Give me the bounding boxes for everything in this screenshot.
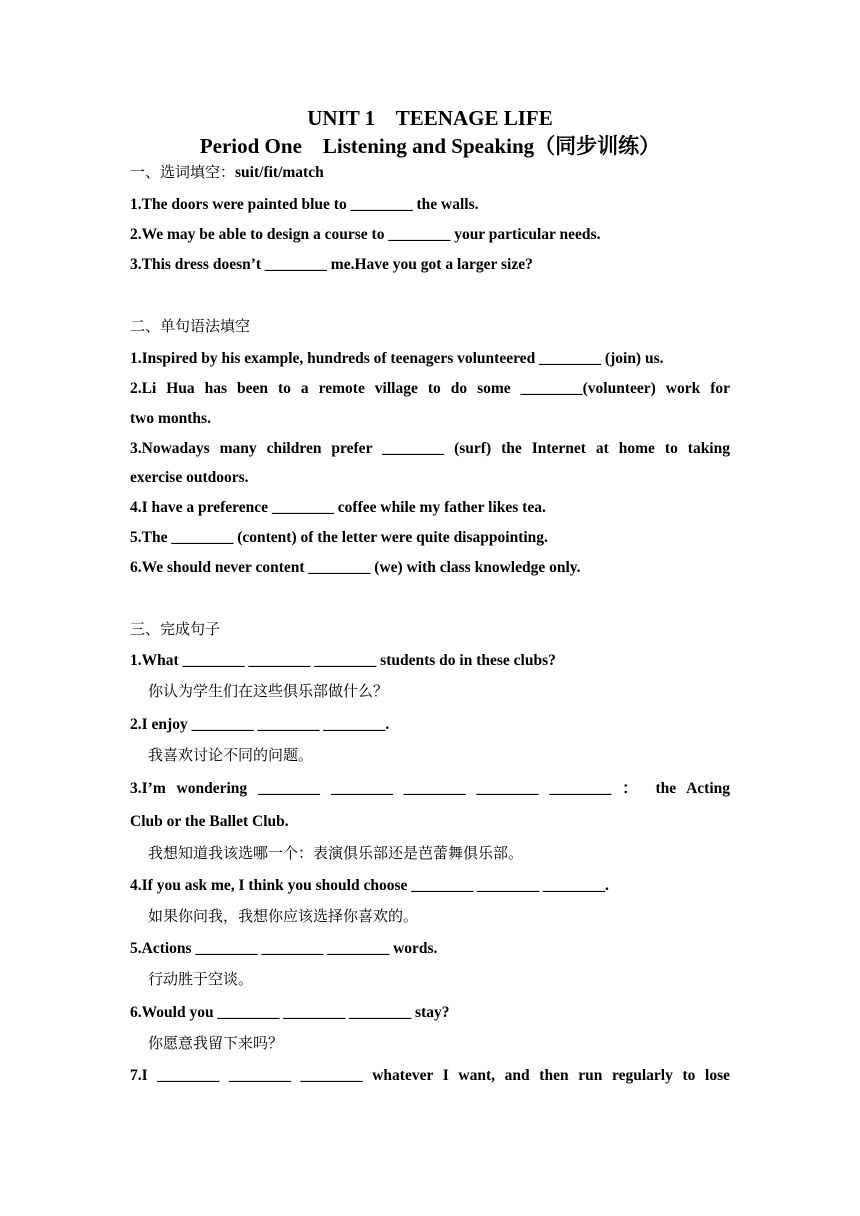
s2-item-6: 6.We should never content ________ (we) with class knowledge only. <box>130 559 581 576</box>
s2-item-3: 3.Nowadays many children prefer ________ (surf) the Internet at home to taking <box>130 440 730 457</box>
s1-item-3: 3.This dress doesn’t ________ me.Have you got a larger size? <box>130 256 533 273</box>
s3-item-2-en: 2.I enjoy ________ ________ ________. <box>130 716 390 733</box>
s2-item-2: 2.Li Hua has been to a remote village to do some ________(volunteer) work for <box>130 380 730 397</box>
s3-item-5-cn: 行动胜于空谈。 <box>148 970 254 988</box>
section1-heading <box>130 162 730 183</box>
s3-item-5-en: 5.Actions ________ ________ ________ words. <box>130 940 438 957</box>
period-subtitle: Period One Listening and Speaking（同步训练） <box>199 134 661 158</box>
s2-item-3-cont: exercise outdoors. <box>130 469 249 486</box>
s2-item-5: 5.The ________ (content) of the letter were quite disappointing. <box>130 529 548 546</box>
s2-item-1: 1.Inspired by his example, hundreds of teenagers volunteered ________ (join) us. <box>130 350 664 367</box>
s3-item-4-en: 4.If you ask me, I think you should choose ________ ________ ________. <box>130 877 609 894</box>
s3-item-1-cn: 你认为学生们在这些俱乐部做什么？ <box>148 682 389 700</box>
s1-item-1: 1.The doors were painted blue to ________ the walls. <box>130 196 479 213</box>
section3-heading: 三、完成句子 <box>130 620 221 638</box>
section1-heading-cn: 一、选词填空： <box>130 163 236 181</box>
section1-heading-words: suit/fit/match <box>235 164 324 181</box>
s3-item-4-cn: 如果你问我，我想你应该选择你喜欢的。 <box>148 907 419 925</box>
s3-item-2-cn: 我喜欢讨论不同的问题。 <box>148 746 314 764</box>
s3-item-7-en: 7.I ________ ________ ________ whatever I want, and then run regularly to lose <box>130 1067 730 1084</box>
s3-item-6-cn: 你愿意我留下来吗？ <box>148 1034 284 1052</box>
s3-item-1-en: 1.What ________ ________ ________ students do in these clubs? <box>130 652 556 669</box>
unit-title: UNIT 1 TEENAGE LIFE <box>307 106 553 130</box>
s1-item-2: 2.We may be able to design a course to ________ your particular needs. <box>130 226 601 243</box>
section2-heading: 二、单句语法填空 <box>130 317 251 335</box>
s3-item-3-en: 3.I’m wondering ________ ________ ________ ________ ________ ： the Acting <box>130 780 730 797</box>
s2-item-4: 4.I have a preference ________ coffee while my father likes tea. <box>130 499 546 516</box>
s3-item-3-en-cont: Club or the Ballet Club. <box>130 813 289 830</box>
s3-item-3-cn: 我想知道我该选哪一个：表演俱乐部还是芭蕾舞俱乐部。 <box>148 844 524 862</box>
s3-item-6-en: 6.Would you ________ ________ ________ stay? <box>130 1004 450 1021</box>
s2-item-2-cont: two months. <box>130 410 211 427</box>
